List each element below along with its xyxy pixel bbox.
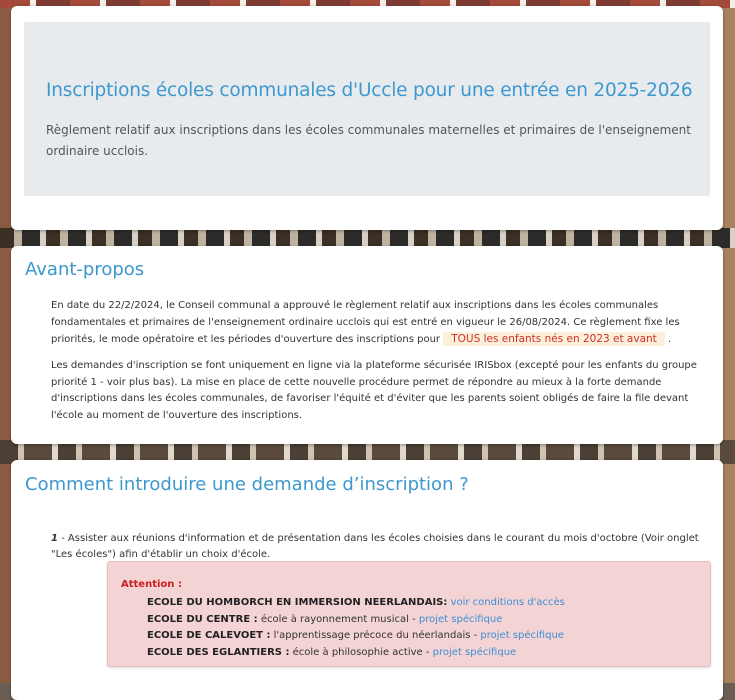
- school-desc: école à philosophie active -: [289, 646, 433, 658]
- school-desc: l'apprentissage précoce du néerlandais -: [270, 630, 481, 641]
- hero-banner: [24, 22, 710, 196]
- page-subtitle: Règlement relatif aux inscriptions dans les écoles communales maternelles et primaires de l'enseignement ordinaire ucclois.: [46, 123, 691, 158]
- school-list: [147, 595, 565, 661]
- school-name: ECOLE DES EGLANTIERS :: [147, 646, 290, 658]
- step-number: 1: [51, 533, 58, 544]
- avant-propos-card: [11, 246, 723, 444]
- school-name: ECOLE DU CENTRE :: [147, 613, 258, 625]
- list-item: [147, 595, 565, 612]
- hero-card: [11, 6, 723, 230]
- step-text: - Assister aux réunions d'information et de présentation dans les écoles choisies dans le courant du mois d'octobre (Voir onglet "Les écoles") afin d'établir un choix d'école.: [51, 533, 699, 560]
- list-item: [147, 645, 565, 662]
- school-name: ECOLE DU HOMBORCH EN IMMERSION NEERLANDAIS:: [147, 597, 448, 608]
- school-link[interactable]: projet spécifique: [480, 630, 564, 641]
- avant-propos-paragraph-1: [51, 298, 711, 349]
- avant-propos-end: .: [667, 334, 672, 345]
- school-link[interactable]: projet spécifique: [432, 646, 517, 658]
- school-desc: école à rayonnement musical -: [257, 613, 419, 625]
- comment-card: [11, 460, 723, 700]
- avant-propos-text: En date du 22/2/2024, le Conseil communal a approuvé le règlement relatif aux inscriptions dans les écoles communales fondamentales et primaires de l'enseignement ordinaire ucclois qui est entré en vigueur le 26/08/2024. Ce règlement fixe les priorités, le mode opératoire et les périodes d'ouverture des inscriptions pour: [51, 300, 680, 345]
- attention-alert: [107, 561, 711, 667]
- step-1: [51, 531, 713, 563]
- list-item: [147, 628, 565, 645]
- highlight-badge: TOUS les enfants nés en 2023 et avant: [443, 332, 665, 346]
- school-link[interactable]: voir conditions d'accès: [450, 597, 565, 608]
- school-link[interactable]: projet spécifique: [418, 613, 503, 625]
- comment-heading: Comment introduire une demande d’inscription ?: [25, 474, 469, 495]
- alert-label: Attention :: [121, 579, 182, 590]
- avant-propos-paragraph-2: Les demandes d'inscription se font uniquement en ligne via la plateforme sécurisée IRISbox (excepté pour les enfants du groupe priorité 1 - voir plus bas). La mise en place de cette nouvelle procédure permet de répondre au mieux à la forte demande d'inscriptions dans les écoles communales, de favoriser l'équité et d'éviter que les parents soient obligés de faire la file devant l'école au moment de l'ouverture des inscriptions.: [51, 360, 697, 421]
- avant-propos-heading: Avant-propos: [25, 259, 145, 280]
- page-title: Inscriptions écoles communales d'Uccle pour une entrée en 2025-2026: [46, 80, 693, 101]
- list-item: [147, 612, 565, 629]
- school-name: ECOLE DE CALEVOET :: [147, 630, 271, 641]
